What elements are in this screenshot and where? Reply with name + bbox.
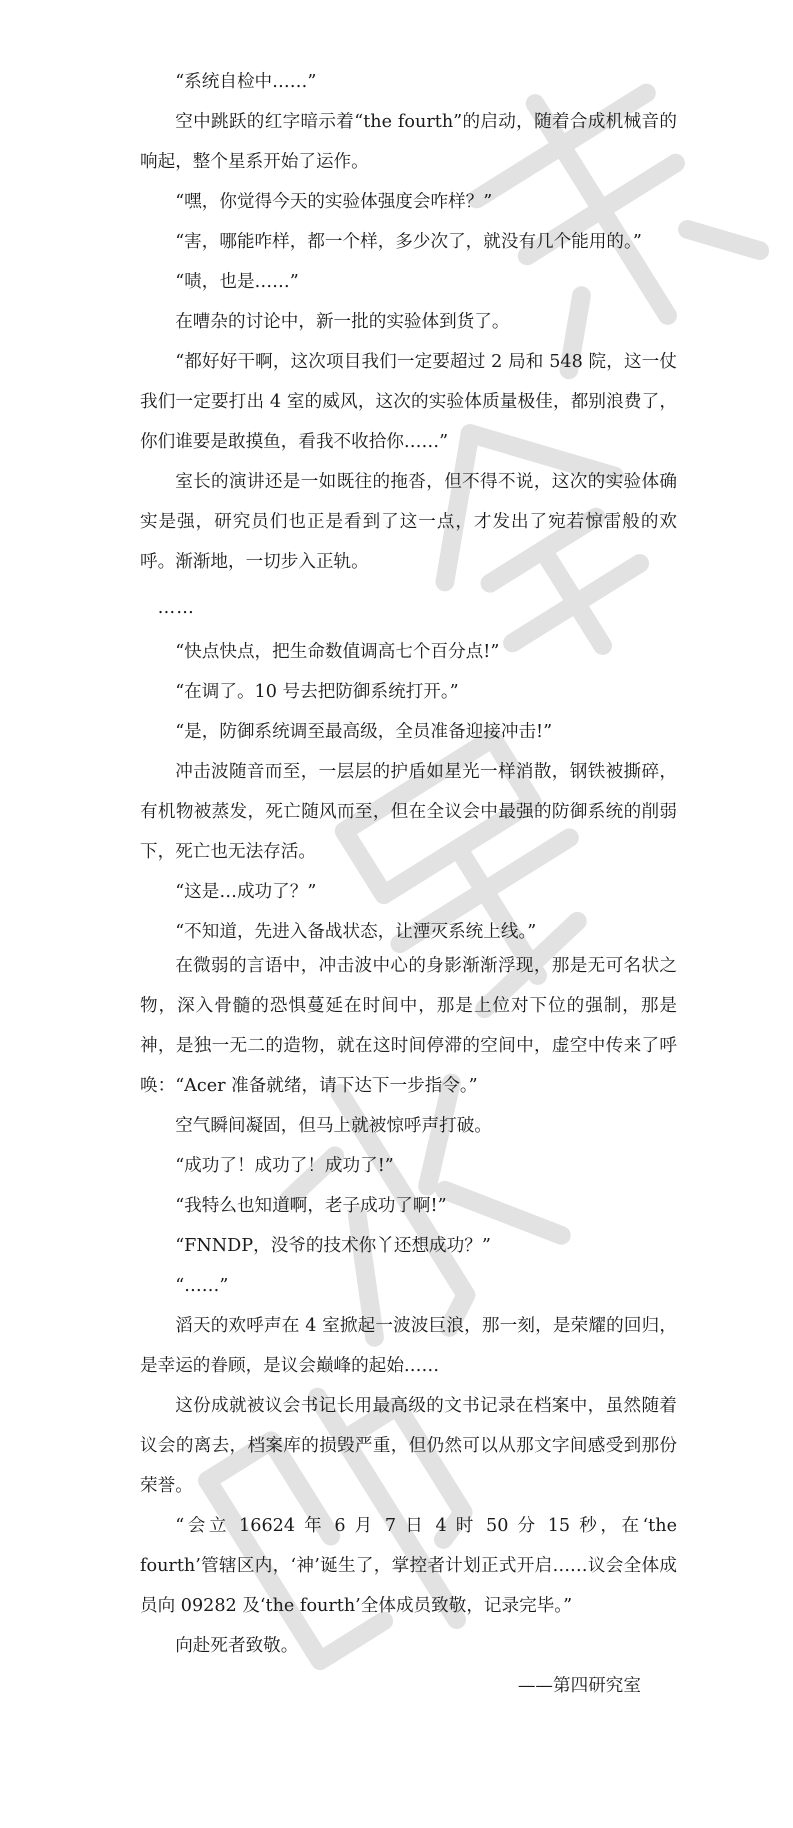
- paragraph: 空气瞬间凝固，但马上就被惊呼声打破。: [175, 1116, 492, 1136]
- section-break: ……: [157, 598, 195, 618]
- paragraph: “害，哪能咋样，都一个样，多少次了，就没有几个能用的。”: [175, 232, 642, 252]
- paragraph: 空中跳跃的红字暗示着“the fourth”的启动，随着合成机械音的响起，整个星系开始了运作。: [140, 112, 677, 172]
- paragraph: “系统自检中……”: [175, 72, 317, 92]
- signature: ——第四研究室: [517, 1676, 641, 1696]
- paragraph: 冲击波随音而至，一层层的护盾如星光一样消散，钢铁被撕碎，有机物被蒸发，死亡随风而至，但在全议会中最强的防御系统的削弱下，死亡也无法存活。: [140, 762, 677, 862]
- paragraph: “……”: [175, 1276, 229, 1296]
- paragraph: “是，防御系统调至最高级，全员准备迎接冲击!”: [175, 722, 553, 742]
- paragraph: “不知道，先进入备战状态，让湮灭系统上线。”: [175, 922, 537, 942]
- paragraph: “我特么也知道啊，老子成功了啊!”: [175, 1196, 447, 1216]
- paragraph: “这是…成功了？”: [175, 882, 317, 902]
- paragraph: “啧，也是……”: [175, 272, 299, 292]
- paragraph: “快点快点，把生命数值调高七个百分点!”: [175, 642, 500, 662]
- paragraph: “在调了。10 号去把防御系统打开。”: [175, 682, 459, 702]
- paragraph: “嘿，你觉得今天的实验体强度会咋样？”: [175, 192, 493, 212]
- paragraph: 这份成就被议会书记长用最高级的文书记录在档案中，虽然随着议会的离去，档案库的损毁严重，但仍然可以从那文字间感受到那份荣誉。: [140, 1396, 677, 1496]
- paragraph: 室长的演讲还是一如既往的拖沓，但不得不说，这次的实验体确实是强，研究员们也正是看到了这一点，才发出了宛若惊雷般的欢呼。渐渐地，一切步入正轨。: [140, 472, 677, 572]
- paragraph: “FNNDP，没爷的技术你丫还想成功？”: [175, 1236, 491, 1256]
- paragraph: “成功了！成功了！成功了!”: [175, 1156, 394, 1176]
- paragraph: 滔天的欢呼声在 4 室掀起一波波巨浪，那一刻，是荣耀的回归，是幸运的眷顾，是议会巅峰的起始……: [140, 1316, 677, 1376]
- paragraph: 在嘈杂的讨论中，新一批的实验体到货了。: [175, 312, 510, 332]
- paragraph: 向赴死者致敬。: [175, 1636, 299, 1656]
- paragraph: 在微弱的言语中，冲击波中心的身影渐渐浮现，那是无可名状之物，深入骨髓的恐惧蔓延在时间中，那是上位对下位的强制，那是神，是独一无二的造物，就在这时间停滞的空间中，虚空中传来了呼唤：“Acer 准备就绪，请下达下一步指令。”: [140, 956, 677, 1096]
- paragraph: “会立 16624 年 6 月 7 日 4 时 50 分 15 秒，在‘the fourth’管辖区内，‘神’诞生了，掌控者计划正式开启……议会全体成员向 09282 及‘the fourth’全体成员致敬，记录完毕。”: [140, 1516, 677, 1616]
- paragraph: “都好好干啊，这次项目我们一定要超过 2 局和 548 院，这一仗我们一定要打出 4 室的威风，这次的实验体质量极佳，都别浪费了，你们谁要是敢摸鱼，看我不收拾你……”: [140, 352, 677, 452]
- document-body: [140, 62, 677, 1706]
